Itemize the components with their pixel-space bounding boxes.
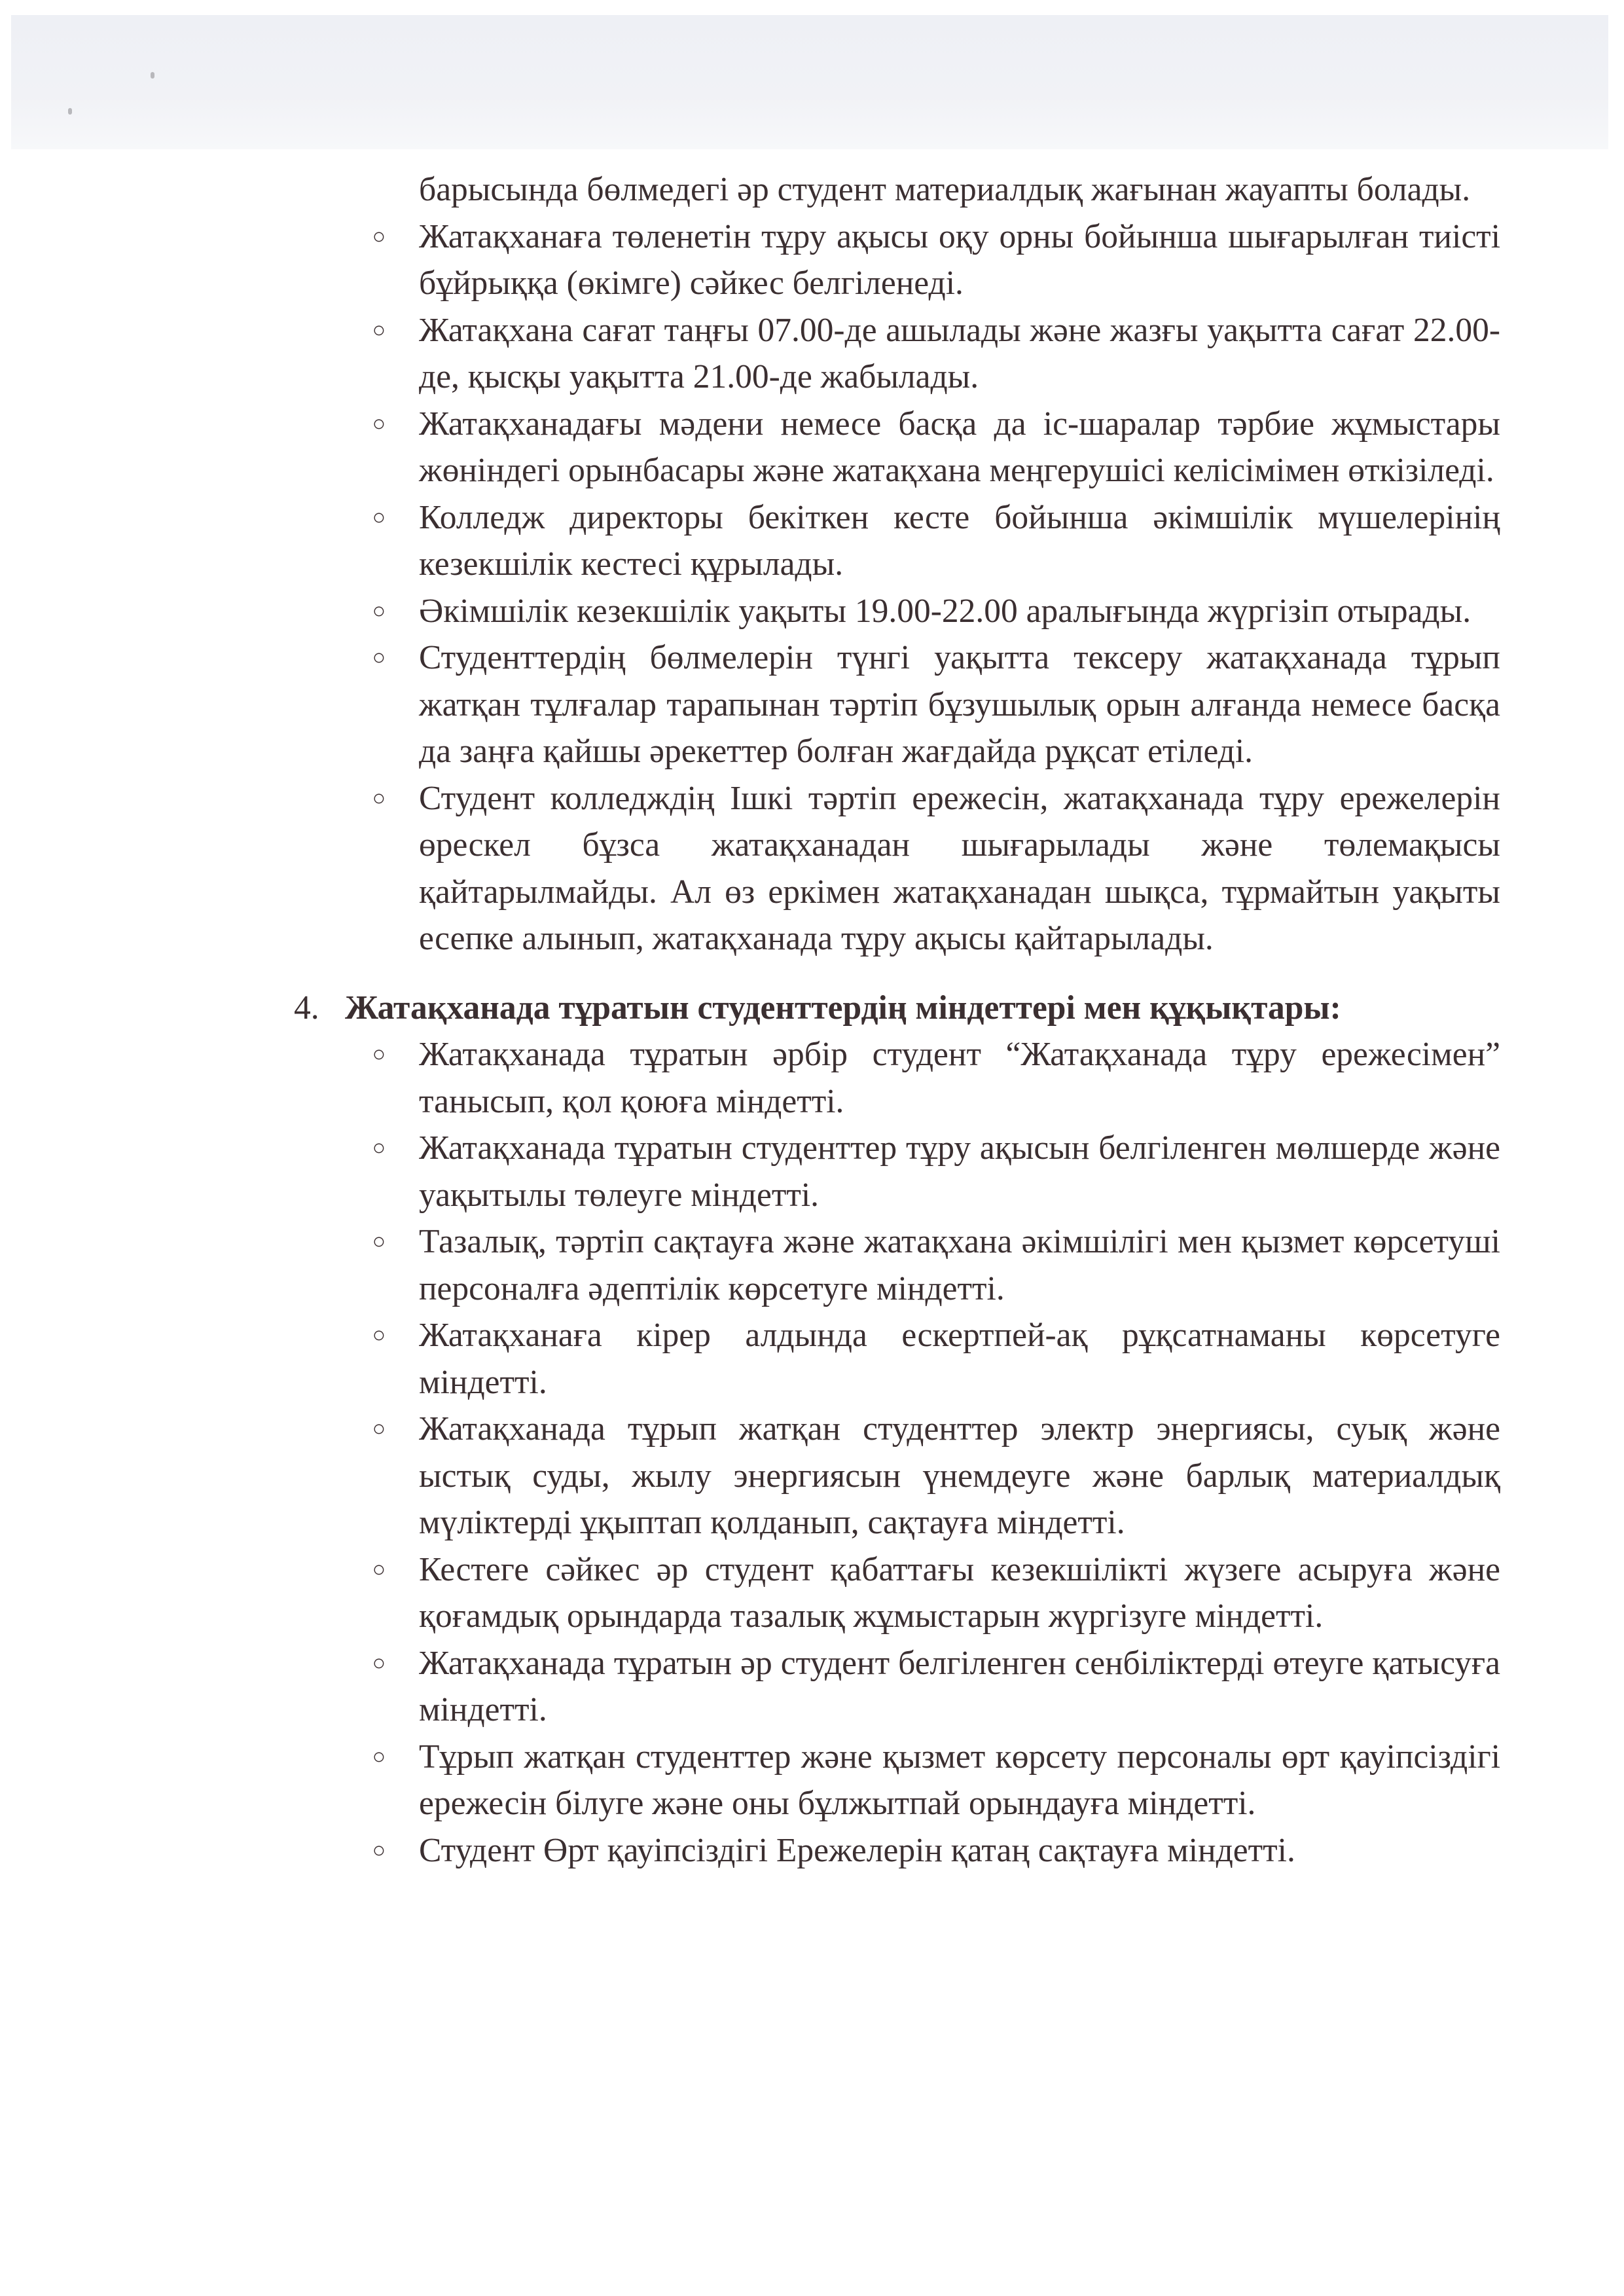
list-item-text: Студенттердің бөлмелерін түнгі уақытта тексеру жатақханада тұрып жатқан тұлғалар тарапынан тәртіп бұзушылық орын алғанда немесе басқа да заңға қайшы әрекеттер болған жағдайда рұқсат етіледі. [419, 639, 1500, 770]
list-item-text: Жатақханада тұратын әр студент белгіленген сенбіліктерді өтеуге қатысуға міндетті. [419, 1644, 1500, 1728]
list-item-text: Жатақханаға төленетін тұру ақысы оқу орны бойынша шығарылған тиісті бұйрыққа (өкімге) сәйкес белгіленеді. [419, 217, 1500, 302]
list-item-text: Жатақханада тұрып жатқан студенттер электр энергиясы, суық және ыстық суды, жылу энергиясын үнемдеуге және барлық материалдық мүліктерді ұқыптап қолданып, сақтауға міндетті. [419, 1410, 1500, 1541]
list-item [372, 1125, 1500, 1218]
list-item-text: Студент Өрт қауіпсіздігі Ережелерін қатаң сақтауға міндетті. [419, 1831, 1295, 1869]
list-item-text: Кестеге сәйкес әр студент қабаттағы кезекшілікті жүзеге асыруға және қоғамдық орындарда тазалық жұмыстарын жүргізуге міндетті. [419, 1550, 1500, 1635]
list-item-text: Колледж директоры бекіткен кесте бойынша әкімшілік мүшелерінің кезекшілік кестесі құрылады. [419, 498, 1500, 583]
list-item [372, 494, 1500, 588]
list-item [372, 1827, 1500, 1874]
section-4-list [0, 1031, 1624, 1874]
hollow-bullet-icon: ○ [372, 1323, 386, 1347]
list-item-text: Жатақханаға кірер алдында ескертпей-ақ рұқсатнаманы көрсетуге міндетті. [419, 1317, 1500, 1401]
list-item [372, 588, 1500, 635]
list-item [372, 1406, 1500, 1546]
list-item-text: Жатақханада тұратын студенттер тұру ақысын белгіленген мөлшерде және уақытылы төлеуге міндетті. [419, 1129, 1500, 1214]
hollow-bullet-icon: ○ [372, 1230, 386, 1254]
list-item-text: Әкімшілік кезекшілік уақыты 19.00-22.00 аралығында жүргізіп отырады. [419, 592, 1471, 630]
document-body [0, 166, 1624, 1874]
hollow-bullet-icon: ○ [372, 505, 386, 530]
section-4-heading [294, 985, 1510, 1032]
list-item [372, 1218, 1500, 1312]
hollow-bullet-icon: ○ [372, 1417, 386, 1441]
section-number: 4. [294, 989, 319, 1027]
hollow-bullet-icon: ○ [372, 1136, 386, 1160]
list-item-text: Жатақханадағы мәдени немесе басқа да іс-шаралар тәрбие жұмыстары жөніндегі орынбасары және жатақхана меңгерушісі келісімімен өткізіледі. [419, 405, 1500, 489]
hollow-bullet-icon: ○ [372, 318, 386, 342]
list-item [372, 307, 1500, 401]
hollow-bullet-icon: ○ [372, 1744, 386, 1769]
list-item [372, 1640, 1500, 1734]
list-item-text: Жатақханада тұратын әрбір студент “Жатақханада тұру ережесімен” танысып, қол қоюға міндетті. [419, 1036, 1500, 1120]
list-item [372, 401, 1500, 494]
list-item [372, 1312, 1500, 1406]
hollow-bullet-icon: ○ [372, 1042, 386, 1066]
scan-shadow-band [11, 15, 1608, 149]
list-item [372, 1734, 1500, 1827]
list-item-text: Жатақхана сағат таңғы 07.00-де ашылады және жазғы уақытта сағат 22.00-де, қысқы уақытта 21.00-де жабылады. [419, 311, 1500, 395]
list-item [372, 1546, 1500, 1640]
hollow-bullet-icon: ○ [372, 1838, 386, 1863]
hollow-bullet-icon: ○ [372, 1650, 386, 1675]
hollow-bullet-icon: ○ [372, 224, 386, 249]
hollow-bullet-icon: ○ [372, 598, 386, 623]
list-item [372, 775, 1500, 962]
hollow-bullet-icon: ○ [372, 1557, 386, 1582]
section-title: Жатақханада тұратын студенттердің міндеттері мен құқықтары: [345, 989, 1341, 1027]
list-item-text: Студент колледждің Ішкі тәртіп ережесін, жатақханада тұру ережелерін өрескел бұзса жатақханадан шығарылады және төлемақысы қайтарылмайды. Ал өз еркімен жатақханадан шықса, тұрмайтын уақыты есепке алынып, жатақханада тұру ақысы қайтарылады. [419, 779, 1500, 957]
list-item [372, 213, 1500, 307]
list-item [372, 1031, 1500, 1125]
list-item-text: Тазалық, тәртіп сақтауға және жатақхана әкімшілігі мен қызмет көрсетуші персоналға әдептілік көрсетуге міндетті. [419, 1223, 1500, 1307]
list-item [372, 634, 1500, 775]
hollow-bullet-icon: ○ [372, 411, 386, 436]
scan-speck [151, 72, 154, 79]
continuation-paragraph: барысында бөлмедегі әр студент материалдық жағынан жауапты болады. [419, 171, 1471, 208]
scan-speck [68, 108, 72, 115]
hollow-bullet-icon: ○ [372, 646, 386, 670]
section-3-list [0, 213, 1624, 962]
hollow-bullet-icon: ○ [372, 786, 386, 811]
list-item-text: Тұрып жатқан студенттер және қызмет көрсету персоналы өрт қауіпсіздігі ережесін білуге және оны бұлжытпай орындауға міндетті. [419, 1738, 1500, 1822]
